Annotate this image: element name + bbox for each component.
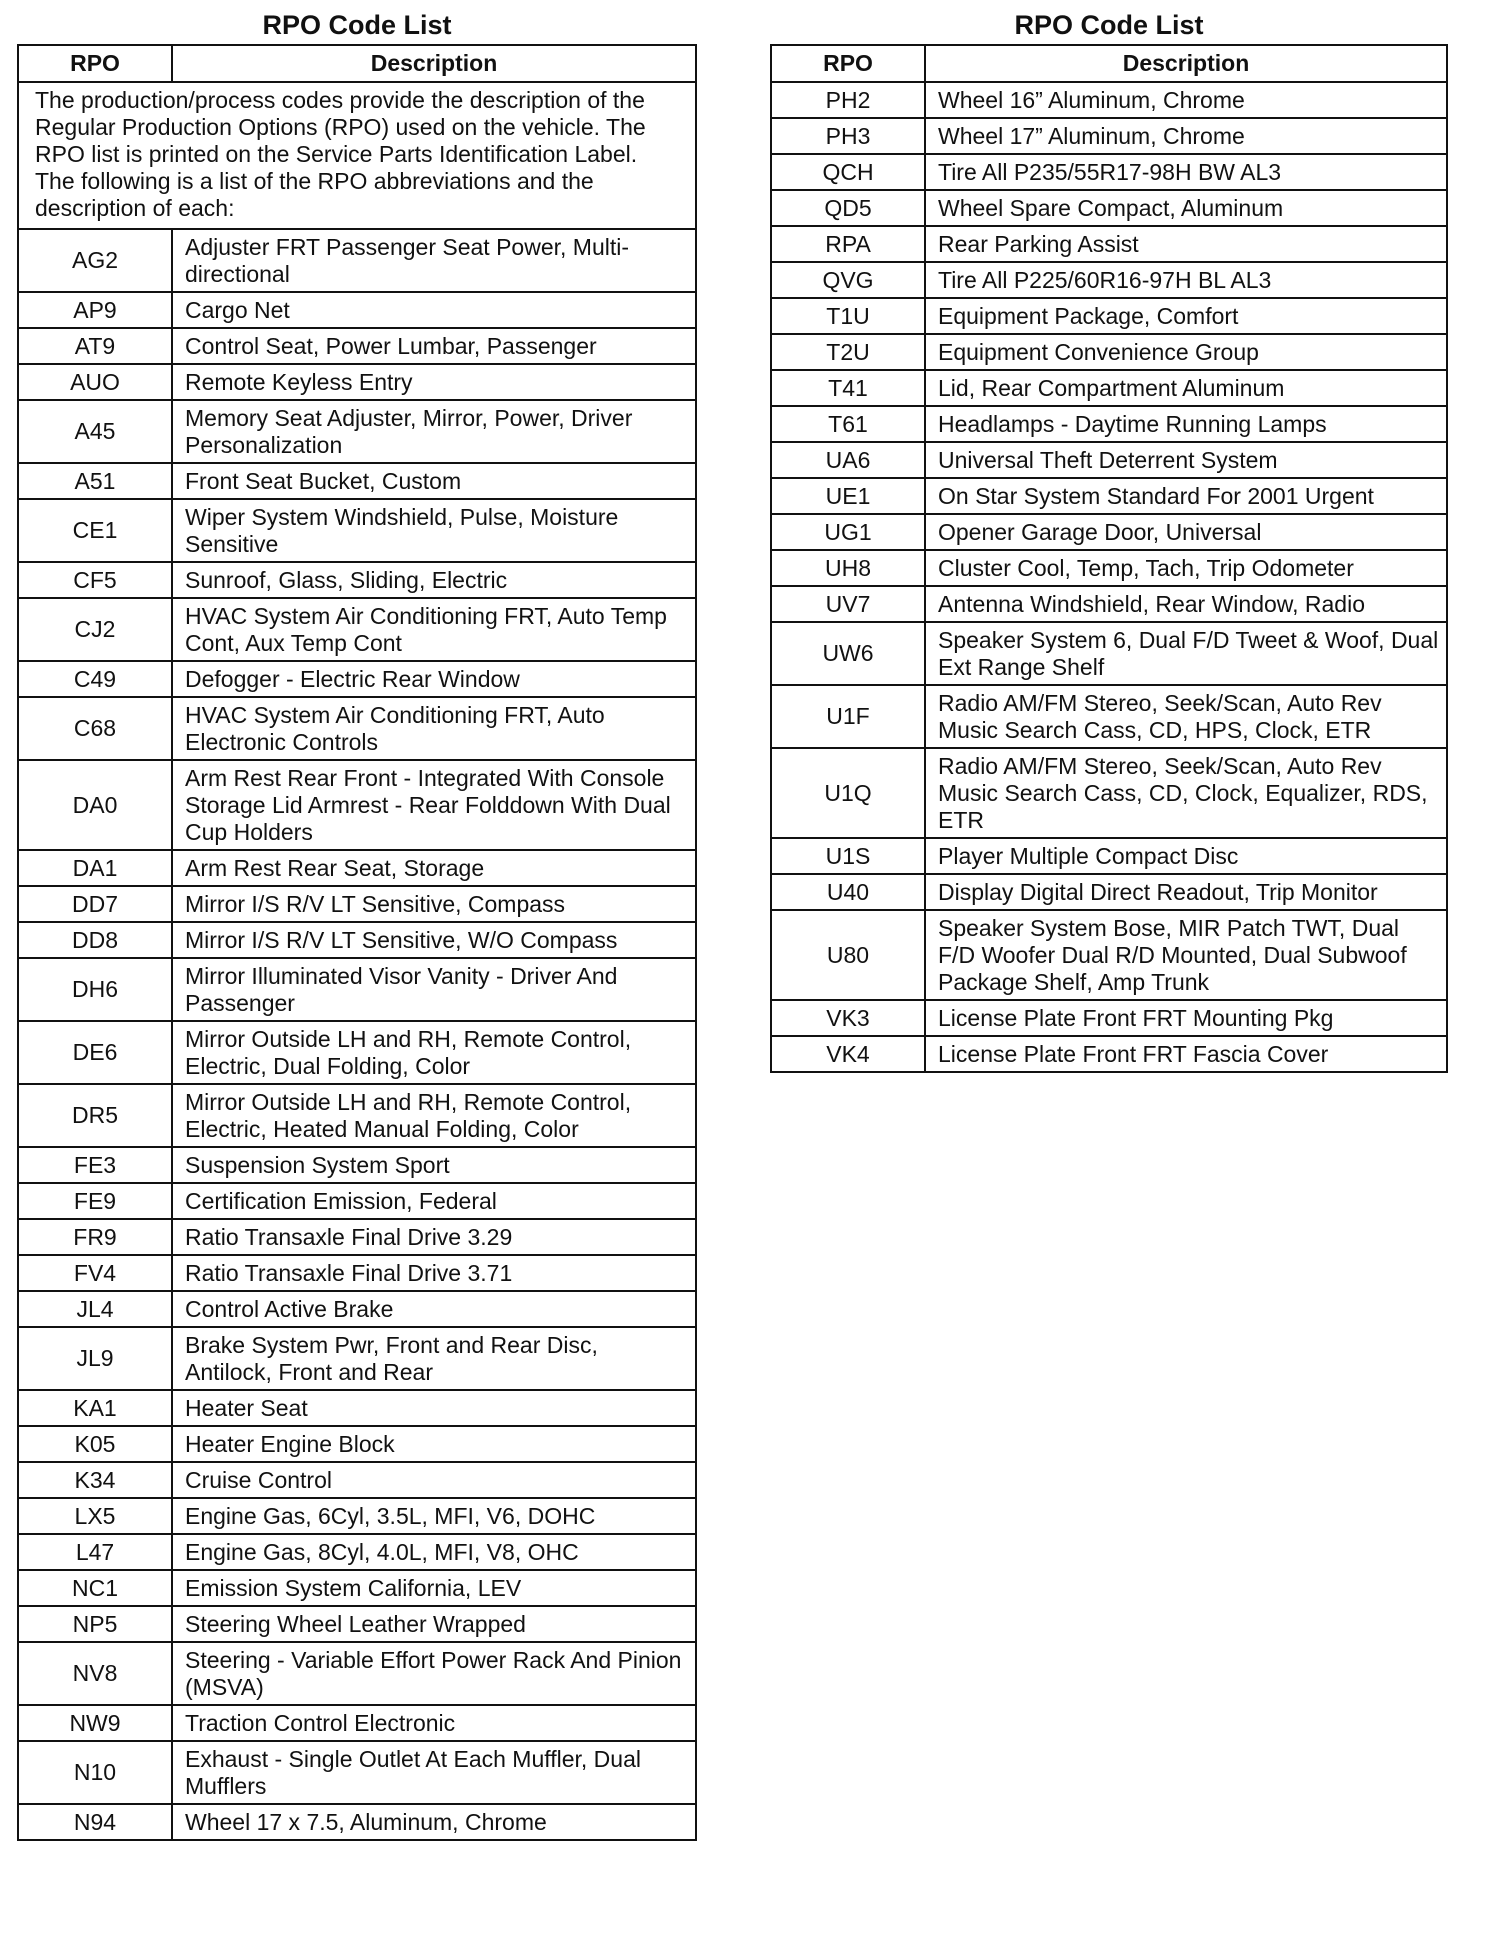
- rpo-code: L47: [18, 1534, 172, 1570]
- table-row: [771, 370, 1447, 406]
- right-table-title: RPO Code List: [1014, 10, 1204, 40]
- table-row: [771, 262, 1447, 298]
- rpo-code: LX5: [18, 1498, 172, 1534]
- rpo-description: Speaker System Bose, MIR Patch TWT, Dual F/D Woofer Dual R/D Mounted, Dual Subwoof Package Shelf, Amp Trunk: [925, 910, 1447, 1000]
- rpo-code: DA1: [18, 850, 172, 886]
- rpo-code: N94: [18, 1804, 172, 1840]
- table-row: [771, 874, 1447, 910]
- rpo-description: Cruise Control: [172, 1462, 696, 1498]
- rpo-description: Remote Keyless Entry: [172, 364, 696, 400]
- rpo-code: CF5: [18, 562, 172, 598]
- table-row: [771, 190, 1447, 226]
- left-description-header: Description: [172, 45, 696, 82]
- rpo-code: A51: [18, 463, 172, 499]
- rpo-description: License Plate Front FRT Fascia Cover: [925, 1036, 1447, 1072]
- table-row: [18, 1426, 696, 1462]
- table-row: [771, 406, 1447, 442]
- rpo-description: Headlamps - Daytime Running Lamps: [925, 406, 1447, 442]
- table-row: [771, 748, 1447, 838]
- rpo-description: Wheel 17” Aluminum, Chrome: [925, 118, 1447, 154]
- table-row: [18, 958, 696, 1021]
- rpo-description: Mirror Illuminated Visor Vanity - Driver And Passenger: [172, 958, 696, 1021]
- table-row: [18, 364, 696, 400]
- left-header-row: [18, 45, 696, 82]
- table-row: [771, 1000, 1447, 1036]
- table-row: [18, 760, 696, 850]
- table-row: [771, 334, 1447, 370]
- rpo-description: Wheel 16” Aluminum, Chrome: [925, 82, 1447, 118]
- rpo-description: Wheel Spare Compact, Aluminum: [925, 190, 1447, 226]
- rpo-description: Universal Theft Deterrent System: [925, 442, 1447, 478]
- rpo-code: FR9: [18, 1219, 172, 1255]
- rpo-description: HVAC System Air Conditioning FRT, Auto Electronic Controls: [172, 697, 696, 760]
- table-row: [18, 886, 696, 922]
- rpo-code: DA0: [18, 760, 172, 850]
- table-row: [771, 685, 1447, 748]
- rpo-code: T2U: [771, 334, 925, 370]
- rpo-code: JL4: [18, 1291, 172, 1327]
- rpo-code: NW9: [18, 1705, 172, 1741]
- rpo-description: Speaker System 6, Dual F/D Tweet & Woof, Dual Ext Range Shelf: [925, 622, 1447, 685]
- rpo-code: QVG: [771, 262, 925, 298]
- rpo-code: N10: [18, 1741, 172, 1804]
- rpo-description: Mirror I/S R/V LT Sensitive, W/O Compass: [172, 922, 696, 958]
- rpo-description: Radio AM/FM Stereo, Seek/Scan, Auto Rev Music Search Cass, CD, HPS, Clock, ETR: [925, 685, 1447, 748]
- table-row: [18, 922, 696, 958]
- rpo-code: PH3: [771, 118, 925, 154]
- rpo-code: U80: [771, 910, 925, 1000]
- rpo-code: FV4: [18, 1255, 172, 1291]
- rpo-description: Tire All P235/55R17-98H BW AL3: [925, 154, 1447, 190]
- rpo-description: Equipment Package, Comfort: [925, 298, 1447, 334]
- table-row: [18, 328, 696, 364]
- table-row: [18, 1327, 696, 1390]
- rpo-code: KA1: [18, 1390, 172, 1426]
- rpo-code: VK3: [771, 1000, 925, 1036]
- left-table-title: RPO Code List: [262, 10, 452, 40]
- rpo-code: DE6: [18, 1021, 172, 1084]
- rpo-code: K05: [18, 1426, 172, 1462]
- table-row: [771, 478, 1447, 514]
- left-column: [17, 0, 697, 1841]
- rpo-description: Display Digital Direct Readout, Trip Monitor: [925, 874, 1447, 910]
- table-row: [18, 598, 696, 661]
- rpo-description: Certification Emission, Federal: [172, 1183, 696, 1219]
- rpo-description: Mirror Outside LH and RH, Remote Control, Electric, Heated Manual Folding, Color: [172, 1084, 696, 1147]
- rpo-code: DR5: [18, 1084, 172, 1147]
- rpo-description: Engine Gas, 8Cyl, 4.0L, MFI, V8, OHC: [172, 1534, 696, 1570]
- table-row: [18, 1219, 696, 1255]
- rpo-description: Equipment Convenience Group: [925, 334, 1447, 370]
- rpo-code: DD7: [18, 886, 172, 922]
- table-row: [18, 1570, 696, 1606]
- rpo-code: A45: [18, 400, 172, 463]
- table-row: [771, 226, 1447, 262]
- rpo-description: Mirror Outside LH and RH, Remote Control, Electric, Dual Folding, Color: [172, 1021, 696, 1084]
- rpo-code: NV8: [18, 1642, 172, 1705]
- rpo-code: JL9: [18, 1327, 172, 1390]
- rpo-description: Exhaust - Single Outlet At Each Muffler, Dual Mufflers: [172, 1741, 696, 1804]
- rpo-code: T61: [771, 406, 925, 442]
- rpo-description: Steering - Variable Effort Power Rack And Pinion (MSVA): [172, 1642, 696, 1705]
- rpo-code: DD8: [18, 922, 172, 958]
- rpo-description: Lid, Rear Compartment Aluminum: [925, 370, 1447, 406]
- rpo-code: QCH: [771, 154, 925, 190]
- rpo-code: K34: [18, 1462, 172, 1498]
- rpo-description: HVAC System Air Conditioning FRT, Auto Temp Cont, Aux Temp Cont: [172, 598, 696, 661]
- rpo-description: Ratio Transaxle Final Drive 3.71: [172, 1255, 696, 1291]
- table-row: [18, 1741, 696, 1804]
- rpo-description: Memory Seat Adjuster, Mirror, Power, Driver Personalization: [172, 400, 696, 463]
- rpo-code: RPA: [771, 226, 925, 262]
- table-row: [771, 442, 1447, 478]
- table-row: [771, 586, 1447, 622]
- table-row: [18, 400, 696, 463]
- rpo-description: Adjuster FRT Passenger Seat Power, Multi-directional: [172, 229, 696, 292]
- rpo-description: Heater Seat: [172, 1390, 696, 1426]
- rpo-description: Control Seat, Power Lumbar, Passenger: [172, 328, 696, 364]
- rpo-code: UA6: [771, 442, 925, 478]
- right-rpo-table: [770, 44, 1448, 1073]
- rpo-description: License Plate Front FRT Mounting Pkg: [925, 1000, 1447, 1036]
- rpo-code: VK4: [771, 1036, 925, 1072]
- rpo-description: Opener Garage Door, Universal: [925, 514, 1447, 550]
- table-row: [18, 499, 696, 562]
- table-row: [18, 1804, 696, 1840]
- right-rpo-header: RPO: [771, 45, 925, 82]
- rpo-code: CE1: [18, 499, 172, 562]
- rpo-code: DH6: [18, 958, 172, 1021]
- rpo-code: AT9: [18, 328, 172, 364]
- table-row: [18, 1390, 696, 1426]
- rpo-code: AP9: [18, 292, 172, 328]
- table-row: [771, 154, 1447, 190]
- table-row: [18, 1147, 696, 1183]
- intro-text: The production/process codes provide the description of the Regular Production Options (RPO) used on the vehicle. The RPO list is printed on the Service Parts Identification Label. The following is a list of the RPO abbreviations and the description of each:: [18, 82, 696, 229]
- rpo-code: UW6: [771, 622, 925, 685]
- rpo-description: Cargo Net: [172, 292, 696, 328]
- rpo-description: Ratio Transaxle Final Drive 3.29: [172, 1219, 696, 1255]
- table-row: [771, 298, 1447, 334]
- right-description-header: Description: [925, 45, 1447, 82]
- rpo-code: QD5: [771, 190, 925, 226]
- rpo-description: Heater Engine Block: [172, 1426, 696, 1462]
- table-row: [18, 1606, 696, 1642]
- rpo-description: Cluster Cool, Temp, Tach, Trip Odometer: [925, 550, 1447, 586]
- table-row: [18, 1498, 696, 1534]
- rpo-description: Emission System California, LEV: [172, 1570, 696, 1606]
- table-row: [18, 1534, 696, 1570]
- rpo-description: Control Active Brake: [172, 1291, 696, 1327]
- rpo-code: NC1: [18, 1570, 172, 1606]
- rpo-code: FE3: [18, 1147, 172, 1183]
- left-table-body: [18, 82, 696, 1840]
- rpo-code: T41: [771, 370, 925, 406]
- rpo-code: FE9: [18, 1183, 172, 1219]
- table-row: [18, 292, 696, 328]
- table-row: [771, 514, 1447, 550]
- left-rpo-table: [17, 44, 697, 1841]
- table-row: [18, 850, 696, 886]
- table-row: [771, 82, 1447, 118]
- rpo-description: Player Multiple Compact Disc: [925, 838, 1447, 874]
- rpo-code: AG2: [18, 229, 172, 292]
- rpo-description: Suspension System Sport: [172, 1147, 696, 1183]
- rpo-code: PH2: [771, 82, 925, 118]
- rpo-code: U1Q: [771, 748, 925, 838]
- table-row: [771, 1036, 1447, 1072]
- left-rpo-header: RPO: [18, 45, 172, 82]
- right-column: [770, 0, 1448, 1073]
- table-row: [18, 661, 696, 697]
- rpo-code: UV7: [771, 586, 925, 622]
- rpo-code: UE1: [771, 478, 925, 514]
- rpo-description: Front Seat Bucket, Custom: [172, 463, 696, 499]
- table-row: [18, 697, 696, 760]
- table-row: [18, 463, 696, 499]
- rpo-description: Wheel 17 x 7.5, Aluminum, Chrome: [172, 1804, 696, 1840]
- table-row: [771, 838, 1447, 874]
- right-header-row: [771, 45, 1447, 82]
- rpo-description: Mirror I/S R/V LT Sensitive, Compass: [172, 886, 696, 922]
- rpo-code: CJ2: [18, 598, 172, 661]
- rpo-description: Rear Parking Assist: [925, 226, 1447, 262]
- rpo-description: Traction Control Electronic: [172, 1705, 696, 1741]
- rpo-description: Steering Wheel Leather Wrapped: [172, 1606, 696, 1642]
- rpo-code: UH8: [771, 550, 925, 586]
- rpo-description: Radio AM/FM Stereo, Seek/Scan, Auto Rev Music Search Cass, CD, Clock, Equalizer, RDS, ETR: [925, 748, 1447, 838]
- rpo-code: T1U: [771, 298, 925, 334]
- rpo-code: NP5: [18, 1606, 172, 1642]
- rpo-description: Wiper System Windshield, Pulse, Moisture Sensitive: [172, 499, 696, 562]
- rpo-code: U1F: [771, 685, 925, 748]
- rpo-description: Brake System Pwr, Front and Rear Disc, Antilock, Front and Rear: [172, 1327, 696, 1390]
- table-row: [18, 229, 696, 292]
- table-row: [18, 1291, 696, 1327]
- table-row: [18, 1084, 696, 1147]
- table-row: [771, 550, 1447, 586]
- table-row: [18, 1462, 696, 1498]
- rpo-code: U40: [771, 874, 925, 910]
- rpo-code: UG1: [771, 514, 925, 550]
- rpo-description: Antenna Windshield, Rear Window, Radio: [925, 586, 1447, 622]
- rpo-code: C49: [18, 661, 172, 697]
- table-row: [18, 1642, 696, 1705]
- table-row: [18, 1183, 696, 1219]
- rpo-code: U1S: [771, 838, 925, 874]
- table-row: [18, 1705, 696, 1741]
- table-row: [771, 910, 1447, 1000]
- rpo-code: C68: [18, 697, 172, 760]
- rpo-description: Engine Gas, 6Cyl, 3.5L, MFI, V6, DOHC: [172, 1498, 696, 1534]
- rpo-description: Defogger - Electric Rear Window: [172, 661, 696, 697]
- table-row: [18, 1021, 696, 1084]
- rpo-description: Arm Rest Rear Front - Integrated With Console Storage Lid Armrest - Rear Folddown With Dual Cup Holders: [172, 760, 696, 850]
- rpo-description: Sunroof, Glass, Sliding, Electric: [172, 562, 696, 598]
- table-row: [18, 562, 696, 598]
- rpo-description: On Star System Standard For 2001 Urgent: [925, 478, 1447, 514]
- table-row: [771, 622, 1447, 685]
- rpo-description: Arm Rest Rear Seat, Storage: [172, 850, 696, 886]
- table-row: [771, 118, 1447, 154]
- rpo-code: AUO: [18, 364, 172, 400]
- intro-row: [18, 82, 696, 229]
- right-table-body: [771, 82, 1447, 1072]
- rpo-description: Tire All P225/60R16-97H BL AL3: [925, 262, 1447, 298]
- table-row: [18, 1255, 696, 1291]
